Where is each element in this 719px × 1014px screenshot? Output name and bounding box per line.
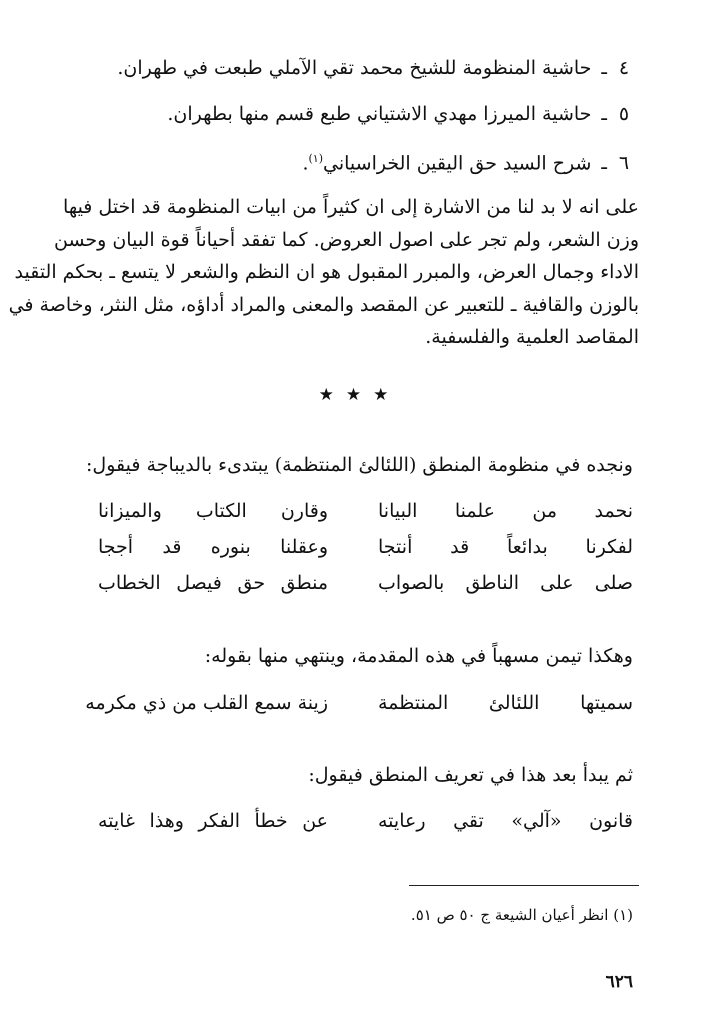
verse-line	[93, 500, 633, 528]
list-item-text: شرح السيد حق اليقين الخراسياني	[323, 152, 592, 175]
verse-first-hemistich: لفكرنا بدائعاً قد أنتجا	[378, 536, 633, 558]
body-paragraph	[8, 191, 639, 354]
verse-first-hemistich: صلى على الناطق بالصواب	[378, 572, 633, 594]
footnote-reference: (١)	[308, 152, 323, 165]
paragraph-line: الاداء وجمال العرض، والمبرر المقبول هو ان النظم والشعر لا يتسع ـ بحكم التقيد	[14, 261, 639, 283]
section-separator-stars: ★★★	[318, 385, 401, 405]
list-item: ٦ـشرح السيد حق اليقين الخراسياني$^{(١)}$.	[302, 145, 633, 177]
verse-line	[85, 692, 633, 720]
footnote: (١) انظر أعيان الشيعة ج ٥٠ ص ٥١.	[410, 906, 633, 924]
list-item-text: حاشية الميرزا مهدي الاشتياني طبع قسم منها بطهران.	[167, 103, 592, 125]
verse-intro: وهكذا تيمن مسهباً في هذه المقدمة، وينتهي منها بقوله:	[204, 645, 633, 667]
list-item: ٥ـحاشية الميرزا مهدي الاشتياني طبع قسم منها بطهران.	[167, 100, 633, 128]
verse-second-hemistich: وقارن الكتاب والميزانا	[98, 500, 328, 522]
list-item-number: ٤	[618, 57, 630, 79]
verse-first-hemistich: سميتها اللئالئ المنتظمة	[378, 692, 633, 714]
list-item-number: ٦	[618, 152, 630, 175]
list-item: ٤ـحاشية المنظومة للشيخ محمد تقي الآملي طبعت في طهران.	[117, 54, 633, 82]
verse-intro: ونجده في منظومة المنطق (اللئالئ المنتظمة) يبتدىء بالديباجة فيقول:	[86, 454, 633, 476]
verse-second-hemistich: وعقلنا بنوره قد أججا	[98, 536, 328, 558]
list-item-text: حاشية المنظومة للشيخ محمد تقي الآملي طبعت في طهران.	[117, 57, 592, 79]
verse-line	[93, 810, 633, 838]
list-item-end: .	[302, 152, 309, 175]
paragraph-line: وزن الشعر، ولم تجر على اصول العروض. كما تفقد أحياناً قوة البيان وحسن	[53, 228, 639, 251]
paragraph-line: على انه لا بد لنا من الاشارة إلى ان كثيراً من ابيات المنظومة قد اختل فيها	[63, 196, 639, 218]
verse-line	[93, 536, 633, 564]
paragraph-line: المقاصد العلمية والفلسفية.	[425, 326, 639, 348]
paragraph-line: بالوزن والقافية ـ للتعبير عن المقصد والمعنى والمراد أداؤه، مثل النثر، وخاصة في	[8, 293, 639, 316]
verse-first-hemistich: نحمد من علمنا البيانا	[378, 500, 633, 522]
verse-second-hemistich: منطق حق فيصل الخطاب	[98, 572, 328, 594]
verse-second-hemistich: زينة سمع القلب من ذي مكرمه	[85, 692, 328, 714]
verse-first-hemistich: قانون «آلي» تقي رعايته	[378, 810, 633, 832]
verse-line	[93, 572, 633, 600]
footnote-divider	[409, 885, 639, 886]
verse-intro: ثم يبدأ بعد هذا في تعريف المنطق فيقول:	[308, 764, 633, 786]
verse-second-hemistich: عن خطأ الفكر وهذا غايته	[98, 810, 328, 832]
page-number: ٦٢٦	[605, 972, 633, 992]
list-item-number: ٥	[618, 103, 630, 125]
